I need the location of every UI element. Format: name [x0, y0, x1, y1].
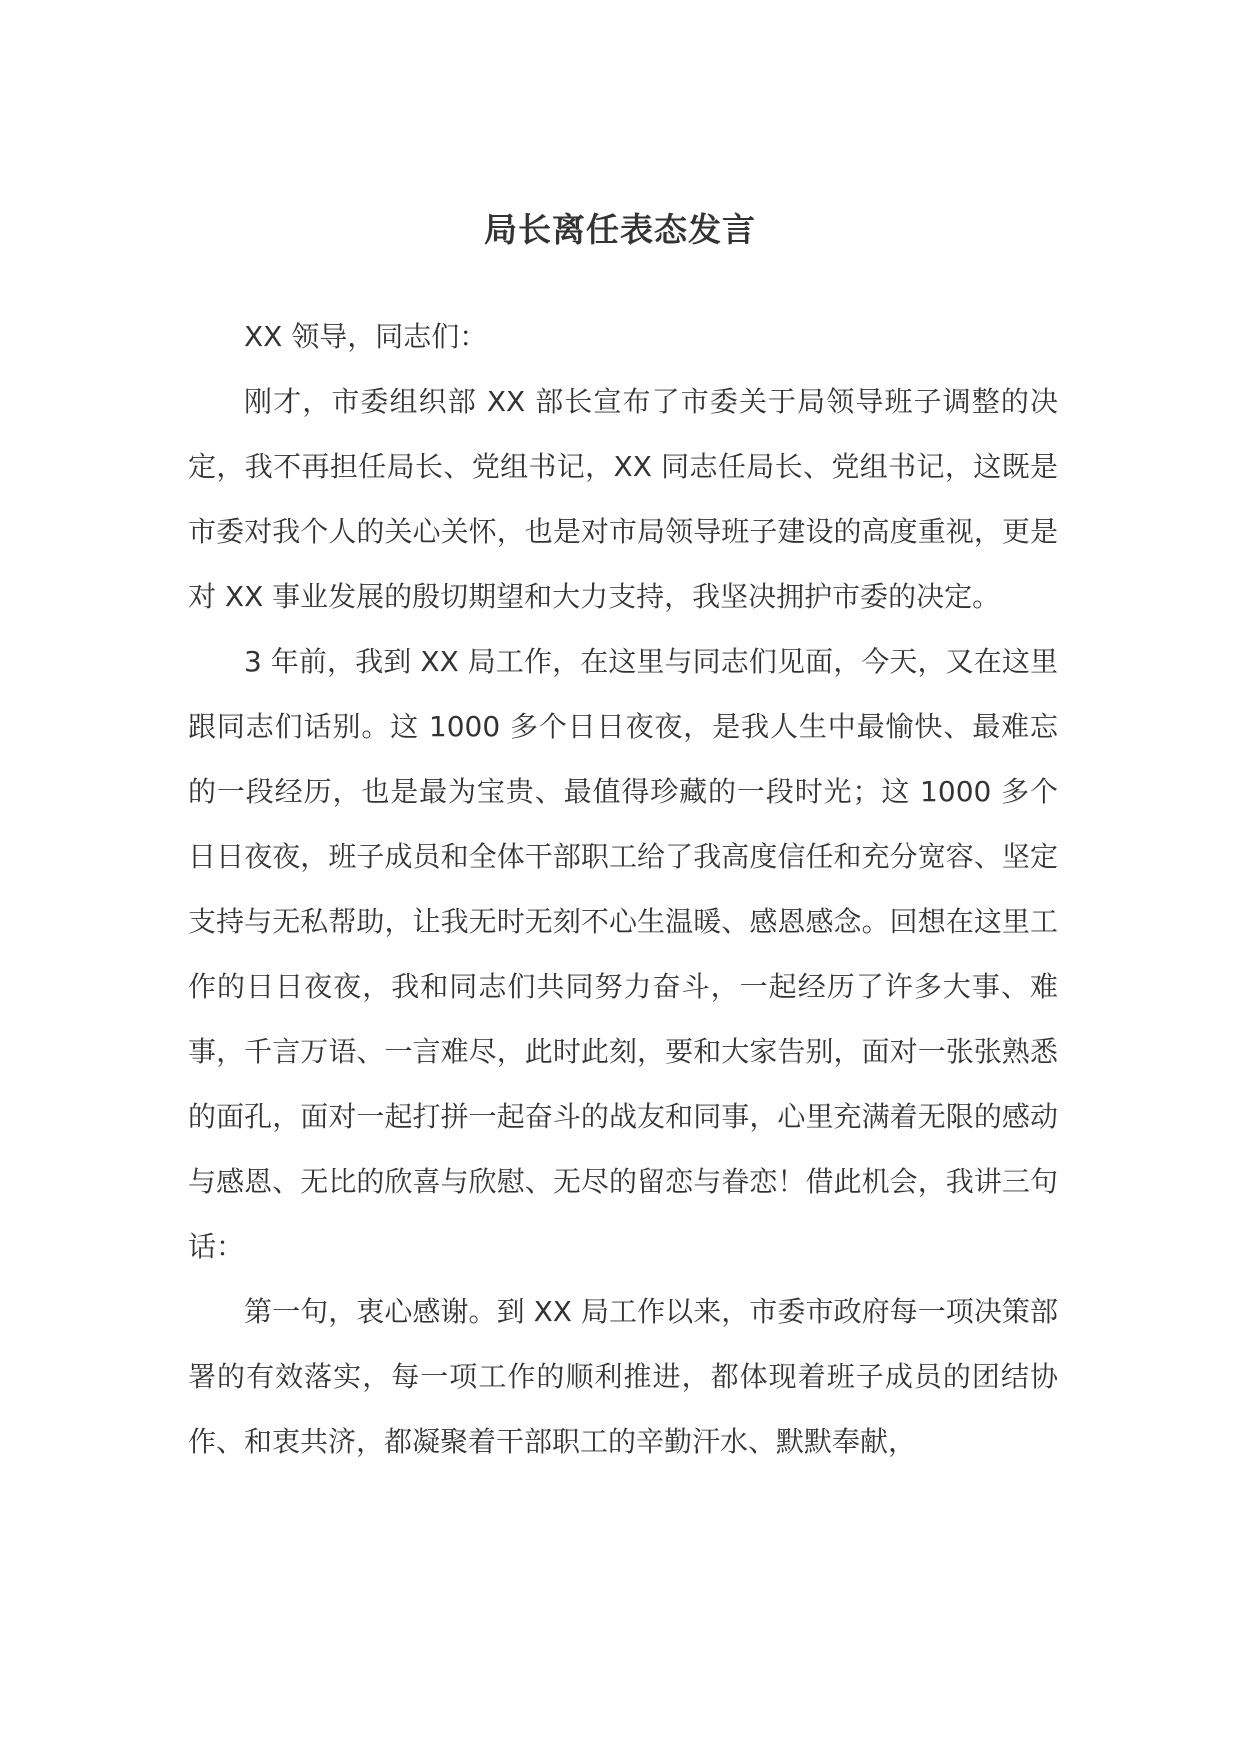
paragraph-farewell: 3 年前，我到 XX 局工作，在这里与同志们见面，今天，又在这里跟同志们话别。这 1000 多个日日夜夜，是我人生中最愉快、最难忘的一段经历，也是最为宝贵、最值得珍藏的一段时光；这 1000 多个日日夜夜，班子成员和全体干部职工给了我高度信任和充分宽容、坚定支持与无私帮助，让我无时无刻不心生温暖、感恩感念。回想在这里工作的日日夜夜，我和同志们共同努力奋斗，一起经历了许多大事、难事，千言万语、一言难尽，此时此刻，要和大家告别，面对一张张熟悉的面孔，面对一起打拼一起奋斗的战友和同事，心里充满着无限的感动与感恩、无比的欣喜与欣慰、无尽的留恋与眷恋！借此机会，我讲三句话： — [188, 645, 1058, 1263]
salutation: XX 领导，同志们： — [244, 320, 488, 353]
paragraph-announcement: 刚才，市委组织部 XX 部长宣布了市委关于局领导班子调整的决定，我不再担任局长、党组书记，XX 同志任局长、党组书记，这既是市委对我个人的关心关怀，也是对市局领导班子建设的高度重视，更是对 XX 事业发展的殷切期望和大力支持，我坚决拥护市委的决定。 — [188, 385, 1058, 613]
paragraph-thanks: 第一句，衷心感谢。到 XX 局工作以来，市委市政府每一项决策部署的有效落实，每一项工作的顺利推进，都体现着班子成员的团结协作、和衷共济，都凝聚着干部职工的辛勤汗水、默默奉献， — [188, 1295, 1058, 1458]
document-title: 局长离任表态发言 — [484, 210, 756, 249]
document-body — [188, 304, 1058, 1474]
